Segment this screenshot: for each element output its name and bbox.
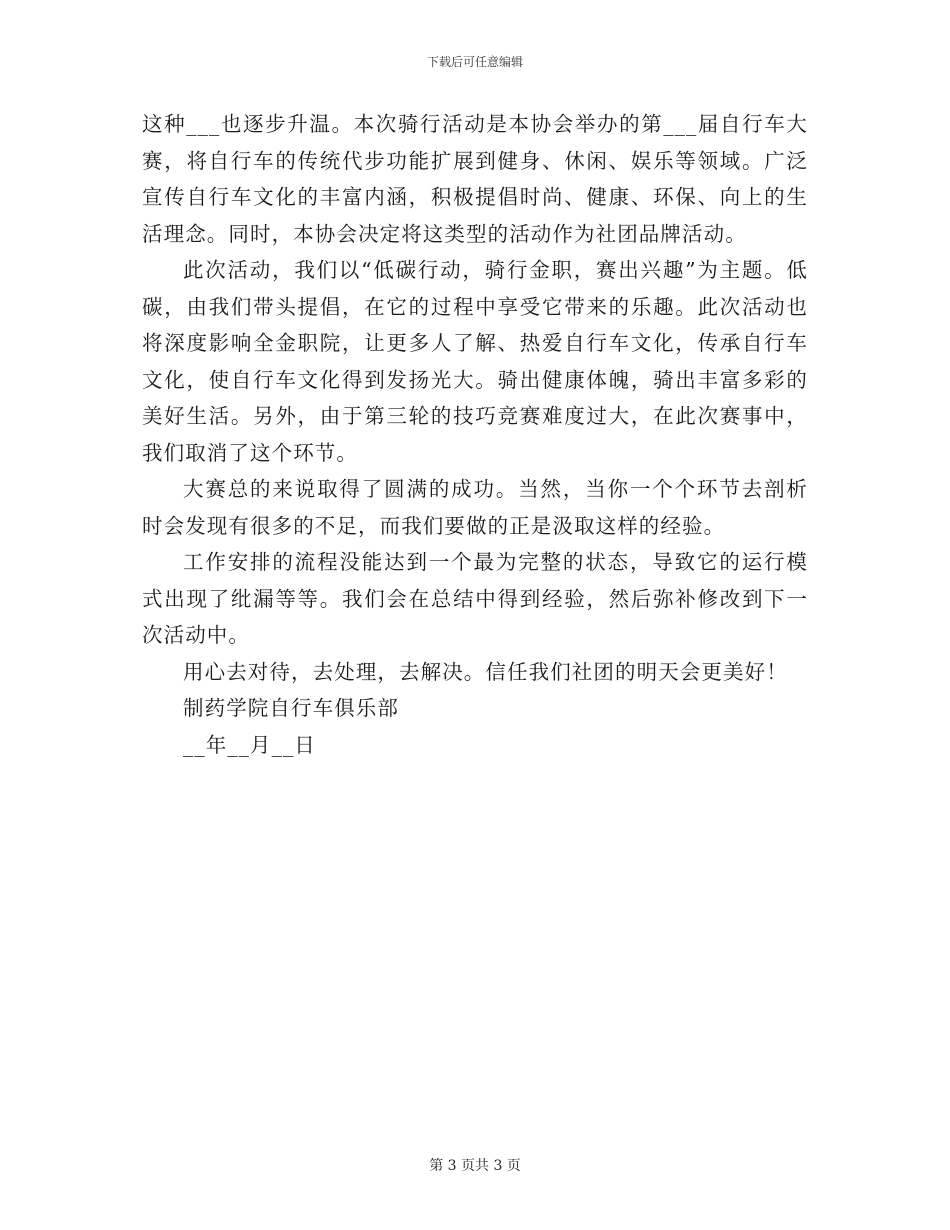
paragraph-theme: 此次活动，我们以“低碳行动，骑行金职，赛出兴趣”为主题。低碳，由我们带头提倡，在它的过程中享受它带来的乐趣。此次活动也将深度影响全金职院，让更多人了解、热爱自行车文化，传承自行车文化，使自行车文化得到发扬光大。骑出健康体魄，骑出丰富多彩的美好生活。另外，由于第三轮的技巧竞赛难度过大，在此次赛事中，我们取消了这个环节。 bbox=[142, 258, 808, 465]
paragraph-closing: 用心去对待，去处理，去解决。信任我们社团的明天会更美好！ bbox=[183, 659, 788, 684]
paragraph-work-arrangement: 工作安排的流程没能达到一个最为完整的状态，导致它的运行模式出现了纰漏等等。我们会在总结中得到经验，然后弥补修改到下一次活动中。 bbox=[142, 550, 808, 647]
document-body bbox=[142, 106, 808, 763]
signature-date: __年__月__日 bbox=[183, 732, 316, 757]
paragraph-summary: 大赛总的来说取得了圆满的成功。当然，当你一个个环节去剖析时会发现有很多的不足，而我们要做的正是汲取这样的经验。 bbox=[142, 477, 808, 538]
page-header: 下载后可任意编辑 bbox=[426, 55, 523, 69]
page-footer: 第 3 页共 3 页 bbox=[429, 1158, 521, 1174]
paragraph-intro: 这种___也逐步升温。本次骑行活动是本协会举办的第___届自行车大赛，将自行车的传统代步功能扩展到健身、休闲、娱乐等领域。广泛宣传自行车文化的丰富内涵，积极提倡时尚、健康、环保、向上的生活理念。同时，本协会决定将这类型的活动作为社团品牌活动。 bbox=[142, 112, 808, 246]
signature-organization: 制药学院自行车俱乐部 bbox=[183, 696, 399, 720]
